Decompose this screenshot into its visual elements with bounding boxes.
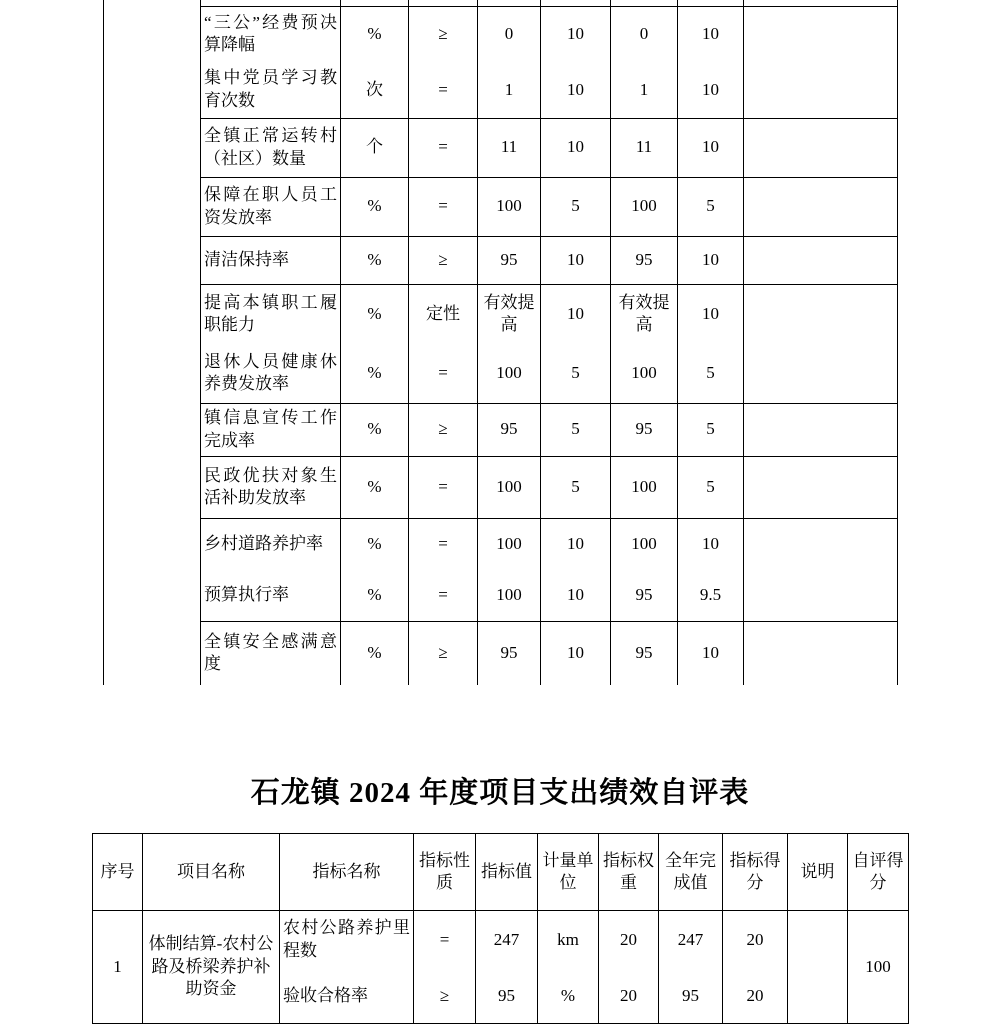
actual-cell: 95 — [611, 570, 678, 621]
actual-cell: 1 — [611, 62, 678, 118]
nature-cell: 定性 — [409, 284, 478, 344]
note-cell — [744, 284, 898, 344]
target-cell: 100 — [478, 344, 541, 403]
actual-cell: 有效提高 — [611, 284, 678, 344]
note-cell — [744, 62, 898, 118]
unit-cell: % — [341, 570, 409, 621]
nature-cell: = — [409, 177, 478, 236]
indicator-name-cell: 清洁保持率 — [201, 236, 341, 284]
header-unit: 计量单位 — [538, 834, 599, 911]
score-cell: 5 — [678, 456, 744, 518]
actual-cell: 95 — [611, 621, 678, 685]
header-actual: 全年完成值 — [659, 834, 723, 911]
indicator-row — [104, 236, 898, 284]
header-note: 说明 — [788, 834, 848, 911]
actual-cell: 100 — [611, 456, 678, 518]
indicator-row — [104, 6, 898, 62]
indicator-row — [104, 570, 898, 621]
weight-cell: 5 — [541, 344, 611, 403]
weight-cell: 10 — [541, 118, 611, 177]
project-name-cell: 体制结算-农村公路及桥梁养护补助资金 — [143, 911, 280, 1024]
indicator-row — [104, 621, 898, 685]
unit-cell: % — [341, 284, 409, 344]
indicator-row — [104, 62, 898, 118]
nature-cell: ≥ — [409, 403, 478, 456]
indicator-row — [104, 118, 898, 177]
actual-cell: 247 — [659, 911, 723, 969]
nature-cell: ≥ — [409, 236, 478, 284]
actual-cell: 95 — [659, 969, 723, 1024]
actual-cell: 100 — [611, 518, 678, 570]
score-cell: 10 — [678, 518, 744, 570]
header-seq: 序号 — [93, 834, 143, 911]
note-cell — [788, 969, 848, 1024]
note-cell — [744, 570, 898, 621]
score-cell: 5 — [678, 177, 744, 236]
page-title: 石龙镇 2024 年度项目支出绩效自评表 — [250, 777, 750, 809]
weight-cell: 10 — [541, 6, 611, 62]
note-cell — [744, 6, 898, 62]
weight-cell: 20 — [599, 969, 659, 1024]
nature-cell: = — [409, 570, 478, 621]
indicator-name-cell: 农村公路养护里程数 — [280, 911, 414, 969]
target-cell: 有效提高 — [478, 284, 541, 344]
note-cell — [744, 621, 898, 685]
seq-cell: 1 — [93, 911, 143, 1024]
indicator-name-cell: 全镇安全感满意度 — [201, 621, 341, 685]
indicator-row — [104, 456, 898, 518]
indicator-row — [104, 284, 898, 344]
score-cell: 9.5 — [678, 570, 744, 621]
target-cell: 100 — [478, 456, 541, 518]
indicator-name-cell: 全镇正常运转村（社区）数量 — [201, 118, 341, 177]
indicator-row — [104, 518, 898, 570]
nature-cell: = — [409, 518, 478, 570]
unit-cell: km — [538, 911, 599, 969]
weight-cell: 5 — [541, 456, 611, 518]
weight-cell: 10 — [541, 236, 611, 284]
unit-cell: % — [538, 969, 599, 1024]
weight-cell: 5 — [541, 403, 611, 456]
unit-cell: % — [341, 236, 409, 284]
note-cell — [744, 518, 898, 570]
weight-cell: 10 — [541, 518, 611, 570]
header-target: 指标值 — [476, 834, 538, 911]
note-cell — [744, 118, 898, 177]
header-nature: 指标性质 — [414, 834, 476, 911]
project-indicator-row — [93, 911, 909, 969]
indicator-row — [104, 344, 898, 403]
actual-cell: 0 — [611, 6, 678, 62]
score-cell: 20 — [723, 969, 788, 1024]
nature-cell: = — [409, 118, 478, 177]
indicator-name-cell: “三公”经费预决算降幅 — [201, 6, 341, 62]
unit-cell: 次 — [341, 62, 409, 118]
indicator-name-cell: 民政优扶对象生活补助发放率 — [201, 456, 341, 518]
score-cell: 10 — [678, 6, 744, 62]
header-project: 项目名称 — [143, 834, 280, 911]
weight-cell: 5 — [541, 177, 611, 236]
indicator-name-cell: 镇信息宣传工作完成率 — [201, 403, 341, 456]
indicator-name-cell: 预算执行率 — [201, 570, 341, 621]
weight-cell: 10 — [541, 284, 611, 344]
category-cell-empty — [104, 0, 201, 685]
header-weight: 指标权重 — [599, 834, 659, 911]
nature-cell: = — [409, 62, 478, 118]
target-cell: 100 — [478, 177, 541, 236]
weight-cell: 10 — [541, 621, 611, 685]
nature-cell: ≥ — [414, 969, 476, 1024]
indicator-name-cell: 保障在职人员工资发放率 — [201, 177, 341, 236]
actual-cell: 95 — [611, 236, 678, 284]
weight-cell: 10 — [541, 62, 611, 118]
target-cell: 95 — [478, 621, 541, 685]
unit-cell: % — [341, 621, 409, 685]
self-score-cell: 100 — [848, 911, 909, 1024]
score-cell: 10 — [678, 118, 744, 177]
score-cell: 10 — [678, 284, 744, 344]
header-score: 指标得分 — [723, 834, 788, 911]
nature-cell: ≥ — [409, 6, 478, 62]
indicator-name-cell: 验收合格率 — [280, 969, 414, 1024]
target-cell: 0 — [478, 6, 541, 62]
indicator-name-cell: 提高本镇职工履职能力 — [201, 284, 341, 344]
target-cell: 95 — [476, 969, 538, 1024]
actual-cell: 11 — [611, 118, 678, 177]
actual-cell: 100 — [611, 344, 678, 403]
score-cell: 5 — [678, 344, 744, 403]
nature-cell: = — [409, 344, 478, 403]
score-cell: 20 — [723, 911, 788, 969]
indicator-name-cell: 乡村道路养护率 — [201, 518, 341, 570]
unit-cell: 个 — [341, 118, 409, 177]
weight-cell: 20 — [599, 911, 659, 969]
score-cell: 5 — [678, 403, 744, 456]
target-cell: 1 — [478, 62, 541, 118]
indicator-row — [104, 403, 898, 456]
score-cell: 10 — [678, 621, 744, 685]
indicator-name-cell: 集中党员学习教育次数 — [201, 62, 341, 118]
header-self-score: 自评得分 — [848, 834, 909, 911]
nature-cell: = — [414, 911, 476, 969]
project-evaluation-table — [92, 833, 909, 1024]
unit-cell: % — [341, 177, 409, 236]
unit-cell: % — [341, 403, 409, 456]
note-cell — [744, 403, 898, 456]
score-cell: 10 — [678, 236, 744, 284]
target-cell: 11 — [478, 118, 541, 177]
nature-cell: = — [409, 456, 478, 518]
indicator-table-continued — [103, 0, 898, 685]
indicator-row — [104, 177, 898, 236]
target-cell: 95 — [478, 403, 541, 456]
header-row — [93, 834, 909, 911]
target-cell: 95 — [478, 236, 541, 284]
note-cell — [744, 236, 898, 284]
nature-cell: ≥ — [409, 621, 478, 685]
weight-cell: 10 — [541, 570, 611, 621]
unit-cell: % — [341, 6, 409, 62]
note-cell — [744, 177, 898, 236]
note-cell — [744, 344, 898, 403]
unit-cell: % — [341, 518, 409, 570]
score-cell: 10 — [678, 62, 744, 118]
header-indicator-name: 指标名称 — [280, 834, 414, 911]
actual-cell: 95 — [611, 403, 678, 456]
target-cell: 247 — [476, 911, 538, 969]
indicator-name-cell: 退休人员健康休养费发放率 — [201, 344, 341, 403]
note-cell — [744, 456, 898, 518]
actual-cell: 100 — [611, 177, 678, 236]
target-cell: 100 — [478, 570, 541, 621]
target-cell: 100 — [478, 518, 541, 570]
unit-cell: % — [341, 456, 409, 518]
unit-cell: % — [341, 344, 409, 403]
note-cell — [788, 911, 848, 969]
